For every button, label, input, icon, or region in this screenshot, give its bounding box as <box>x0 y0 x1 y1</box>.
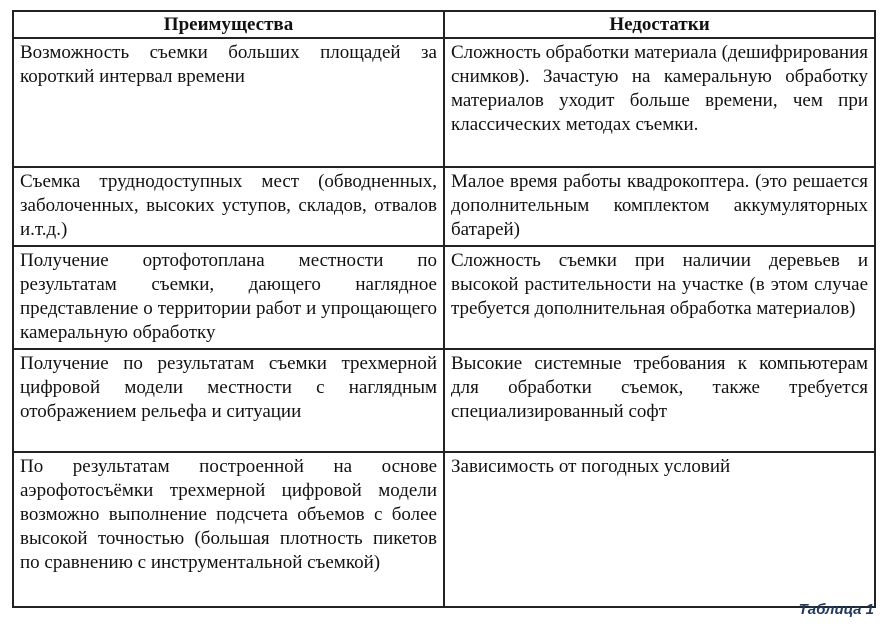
disadvantage-cell: Сложность обработки материала (дешифрирования снимков). Зачастую на камеральную обработку материалов уходит больше времени, чем при классических методах съемки. <box>444 38 875 167</box>
advantage-cell: Возможность съемки больших площадей за короткий интервал времени <box>13 38 444 167</box>
table-row <box>13 452 875 607</box>
comparison-table <box>12 10 876 608</box>
header-advantages: Преимущества <box>13 11 444 38</box>
advantage-cell: По результатам построенной на основе аэрофотосъёмки трехмерной цифровой модели возможно выполнение подсчета объемов с более высокой точностью (большая плотность пикетов по сравнению с инструментальной съемкой) <box>13 452 444 607</box>
disadvantage-cell: Зависимость от погодных условий <box>444 452 875 607</box>
table-row <box>13 167 875 246</box>
disadvantage-cell: Высокие системные требования к компьютерам для обработки съемок, также требуется специализированный софт <box>444 349 875 452</box>
disadvantage-cell: Малое время работы квадрокоптера. (это решается дополнительным комплектом аккумуляторных батарей) <box>444 167 875 246</box>
table-caption: Таблица 1 <box>798 601 874 618</box>
table-row <box>13 349 875 452</box>
advantage-cell: Получение ортофотоплана местности по результатам съемки, дающего наглядное представление о территории работ и упрощающего камеральную обработку <box>13 246 444 349</box>
table-header-row <box>13 11 875 38</box>
header-disadvantages: Недостатки <box>444 11 875 38</box>
advantage-cell: Съемка труднодоступных мест (обводненных, заболоченных, высоких уступов, складов, отвалов и.т.д.) <box>13 167 444 246</box>
table-row <box>13 38 875 167</box>
disadvantage-cell: Сложность съемки при наличии деревьев и высокой растительности на участке (в этом случае требуется дополнительная обработка материалов) <box>444 246 875 349</box>
advantage-cell: Получение по результатам съемки трехмерной цифровой модели местности с наглядным отображением рельефа и ситуации <box>13 349 444 452</box>
table-row <box>13 246 875 349</box>
